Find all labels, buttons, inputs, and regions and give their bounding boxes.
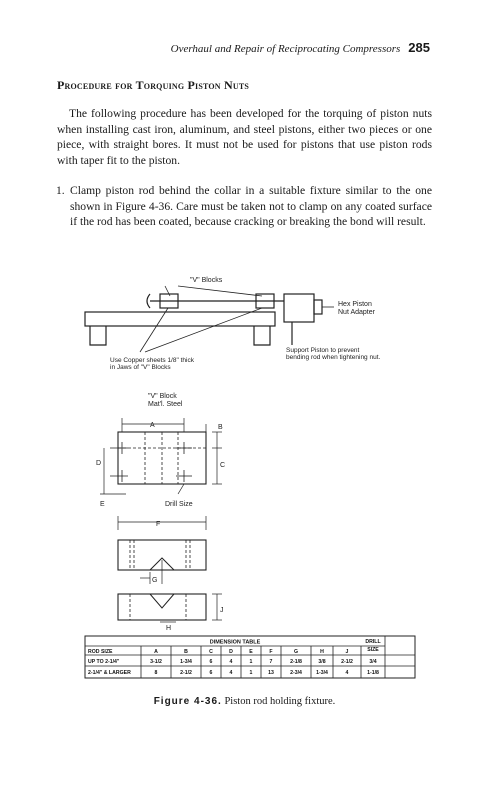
- dim-c: C: [220, 462, 226, 469]
- table-header: B: [184, 649, 188, 655]
- table-header: ROD SIZE: [88, 649, 113, 655]
- label-v-blocks: "V" Blocks: [190, 277, 223, 284]
- dim-f: F: [156, 521, 161, 528]
- label-drill-size: Drill Size: [165, 501, 193, 508]
- table-cell: 6: [209, 670, 213, 676]
- table-cell: 2-1/2: [180, 670, 192, 676]
- right-leg: [254, 326, 270, 345]
- running-title: Overhaul and Repair of Reciprocating Compressors: [170, 43, 401, 55]
- fixture-assembly: [85, 286, 334, 352]
- table-cell: 2-3/4: [290, 670, 302, 676]
- table-cell: 3-1/2: [150, 659, 162, 665]
- section-title: Procedure for Torquing Piston Nuts: [57, 78, 250, 92]
- table-cell: 1-1/8: [367, 670, 379, 676]
- table-header: A: [154, 649, 158, 655]
- piston: [284, 294, 314, 322]
- table-cell: 8: [154, 670, 158, 676]
- dimension-table: [85, 636, 415, 678]
- table-cell: 6: [209, 659, 213, 665]
- table-header: D: [229, 649, 233, 655]
- table-header: E: [249, 649, 253, 655]
- label-copper-1: Use Copper sheets 1/8" thick: [110, 357, 194, 364]
- table-cell: 1: [249, 670, 253, 676]
- table-cell: 13: [268, 670, 274, 676]
- label-vblock-1: "V" Block: [148, 393, 177, 400]
- table-header: H: [320, 649, 324, 655]
- dim-g: G: [152, 577, 158, 584]
- table-cell: 7: [269, 659, 273, 665]
- figure-caption: [57, 696, 432, 707]
- left-leg: [90, 326, 106, 345]
- table-cell: 4: [229, 670, 233, 676]
- table-header: DRILL: [365, 639, 381, 645]
- table-header: G: [293, 649, 299, 655]
- hex-adapter: [314, 300, 322, 314]
- table-header: F: [269, 649, 273, 655]
- table-cell: 1-3/4: [180, 659, 192, 665]
- v-block-side-view: [118, 516, 222, 622]
- dim-d: D: [96, 460, 102, 467]
- dim-e: E: [100, 501, 105, 508]
- label-support-1: Support Piston to prevent: [286, 347, 360, 354]
- table-cell: 2-1/4" & LARGER: [88, 670, 131, 676]
- rod-break: [147, 294, 150, 308]
- step-number: 1.: [56, 184, 65, 197]
- table-cell: 1-3/4: [316, 670, 328, 676]
- table-cell: 4: [345, 670, 349, 676]
- dim-j: J: [220, 607, 224, 614]
- page-number: 285: [408, 40, 430, 55]
- table-header: J: [345, 649, 349, 655]
- caption-label: Figure 4-36.: [153, 696, 222, 707]
- table-cell: 3/8: [318, 659, 326, 665]
- label-hex-adapter-2: Nut Adapter: [338, 309, 375, 316]
- caption-text: Piston rod holding fixture.: [224, 696, 336, 707]
- table-title: DIMENSION TABLE: [209, 639, 261, 646]
- dim-a: A: [150, 422, 155, 429]
- dim-b: B: [218, 424, 223, 431]
- table-cell: 2-1/2: [341, 659, 353, 665]
- table-cell: 1: [249, 659, 253, 665]
- label-hex-adapter-1: Hex Piston: [338, 301, 372, 308]
- table-header: C: [209, 649, 213, 655]
- step-text: Clamp piston rod behind the collar in a suitable fixture similar to the one shown in Figure 4-36. Care must be taken not to clamp on any coated surface if the rod has been coated, because cracking or breaking the bond will result.: [70, 184, 432, 228]
- table-cell: 3/4: [369, 659, 377, 665]
- table-cell: 4: [229, 659, 233, 665]
- label-support-2: bending rod when tightening nut.: [286, 354, 381, 361]
- label-vblock-2: Mat'l. Steel: [148, 401, 183, 408]
- dim-h: H: [166, 625, 172, 632]
- table-header: SIZE: [367, 647, 379, 653]
- intro-paragraph: The following procedure has been developed for the torquing of piston nuts when installing cast iron, aluminum, and steel pistons, either two pieces or one piece, with straight bores. It must not be used for pistons that use piston rods with taper fit to the piston.: [57, 107, 432, 167]
- label-copper-2: in Jaws of "V" Blocks: [110, 364, 171, 371]
- v-block-top-view: [100, 418, 222, 494]
- table-cell: UP TO 2-1/4": [88, 659, 120, 665]
- table-cell: 2-1/8: [290, 659, 302, 665]
